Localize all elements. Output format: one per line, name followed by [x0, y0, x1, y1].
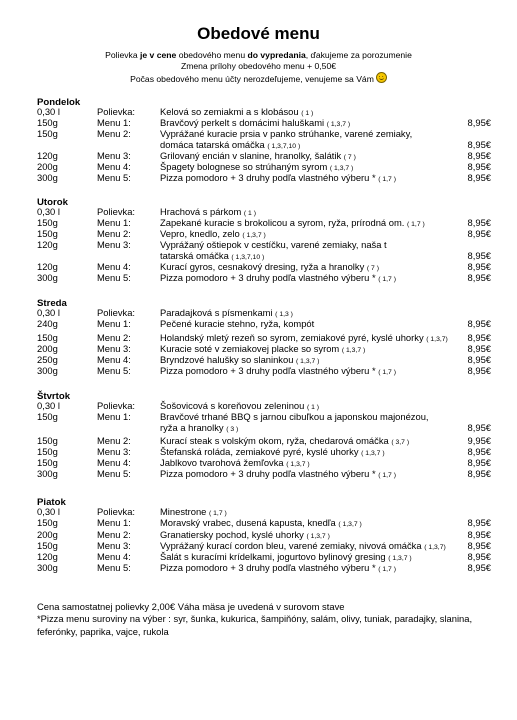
item-course: Polievka: [97, 506, 136, 517]
item-dish: Holandský mletý rezeň so syrom, zemiakové pyré, kyslé uhorky [160, 332, 424, 343]
item-weight: 0,30 l [37, 206, 60, 217]
intro-text-bold-1: je v cene [140, 50, 177, 60]
item-course: Menu 3: [97, 343, 131, 354]
item-weight: 120g [37, 261, 58, 272]
item-weight: 150g [37, 128, 58, 139]
item-dish: ryža a hranolky [160, 422, 224, 433]
item-course: Menu 2: [97, 128, 131, 139]
item-dish: Pizza pomodoro + 3 druhy podľa vlastného výberu * [160, 468, 376, 479]
item-dish: tatarská omáčka [160, 250, 229, 261]
menu-row [0, 332, 517, 343]
item-price: 9,95€ [467, 435, 491, 446]
menu-title: Obedové menu [197, 24, 320, 43]
item-allergens: ( 1,3,7 ) [242, 232, 266, 239]
intro-text-bold-2: do vypredania [247, 50, 306, 60]
menu-row [0, 161, 517, 172]
item-description [160, 468, 396, 481]
item-price: 8,95€ [467, 457, 491, 468]
item-weight: 150g [37, 517, 58, 528]
item-weight: 0,30 l [37, 106, 60, 117]
item-dish: Kurací steak s volským okom, ryža, chedarová omáčka [160, 435, 389, 446]
item-course: Menu 4: [97, 354, 131, 365]
day-heading: Pondelok [37, 97, 81, 108]
item-weight: 0,30 l [37, 506, 60, 517]
item-course: Menu 3: [97, 446, 131, 457]
item-description [160, 422, 238, 435]
item-allergens: ( 1,3,7 ) [329, 165, 354, 172]
item-allergens: ( 1,3,7) [424, 544, 446, 551]
item-price: 8,95€ [467, 562, 491, 573]
item-weight: 150g [37, 540, 58, 551]
item-allergens: ( 1,3,7 ) [286, 461, 310, 468]
item-allergens: ( 1,3,7 ) [388, 555, 412, 562]
item-dish: Vyprážaný oštiepok v cestíčku, varené zemiaky, naša t [160, 239, 387, 250]
item-course: Menu 5: [97, 272, 131, 283]
item-price: 8,95€ [467, 551, 491, 562]
item-price: 8,95€ [467, 517, 491, 528]
item-price: 8,95€ [467, 468, 491, 479]
item-weight: 120g [37, 150, 58, 161]
menu-row [0, 468, 517, 479]
item-course: Menu 1: [97, 117, 131, 128]
item-allergens: ( 3 ) [226, 426, 239, 433]
item-dish: Paradajková s písmenkami [160, 307, 273, 318]
item-weight: 150g [37, 228, 58, 239]
menu-row [0, 318, 517, 329]
item-dish: Pizza pomodoro + 3 druhy podľa vlastného výberu * [160, 272, 376, 283]
item-dish: Minestrone [160, 506, 207, 517]
intro-text-pre: Polievka [105, 50, 140, 60]
menu-row [0, 540, 517, 551]
item-allergens: ( 7 ) [343, 154, 356, 161]
item-dish: Moravský vrabec, dusená kapusta, knedľa [160, 517, 336, 528]
item-dish: Hrachová s párkom [160, 206, 242, 217]
item-weight: 150g [37, 117, 58, 128]
item-weight: 300g [37, 365, 58, 376]
menu-row [0, 139, 517, 150]
day-heading: Štvrtok [37, 391, 71, 402]
item-price: 8,95€ [467, 228, 491, 239]
intro-text-mid: obedového menu [176, 50, 248, 60]
item-weight: 150g [37, 446, 58, 457]
item-description [160, 272, 396, 285]
item-dish: Vyprážaný kurací cordon bleu, varené zemiaky, nivová omáčka [160, 540, 422, 551]
item-price: 8,95€ [467, 117, 491, 128]
item-weight: 200g [37, 343, 58, 354]
menu-row [0, 239, 517, 250]
intro-line-1 [0, 50, 517, 61]
item-weight: 240g [37, 318, 58, 329]
item-dish: Bravčové trhané BBQ s jarnou cibuľkou a japonskou majonézou, [160, 411, 429, 422]
item-dish: Štefanská roláda, zemiakové pyré, kyslé uhorky [160, 446, 359, 457]
item-course: Menu 3: [97, 150, 131, 161]
item-dish: Pečené kuracie stehno, ryža, kompót [160, 318, 315, 329]
item-price: 8,95€ [467, 172, 491, 183]
menu-row [0, 435, 517, 446]
item-price: 8,95€ [467, 540, 491, 551]
menu-row [0, 206, 517, 217]
item-description [160, 318, 314, 331]
item-dish: Bryndzové halušky so slaninkou [160, 354, 294, 365]
item-course: Menu 1: [97, 517, 131, 528]
item-course: Polievka: [97, 400, 136, 411]
item-dish: Vepro, knedlo, zelo [160, 228, 240, 239]
item-dish: Šalát s kuracími krídelkami, jogurtovo bylinový gresing [160, 551, 386, 562]
item-dish: Pizza pomodoro + 3 druhy podľa vlastného výberu * [160, 562, 376, 573]
item-weight: 150g [37, 435, 58, 446]
item-course: Menu 2: [97, 228, 131, 239]
item-allergens: ( 1,3,7) [426, 336, 448, 343]
item-weight: 150g [37, 217, 58, 228]
item-weight: 300g [37, 562, 58, 573]
item-course: Menu 2: [97, 529, 131, 540]
item-allergens: ( 1,3,7 ) [296, 358, 320, 365]
item-weight: 300g [37, 172, 58, 183]
item-price: 8,95€ [467, 446, 491, 457]
menu-row [0, 343, 517, 354]
item-course: Menu 4: [97, 457, 131, 468]
item-description [160, 172, 396, 185]
item-price: 8,95€ [467, 139, 491, 150]
menu-row [0, 551, 517, 562]
menu-row [0, 250, 517, 261]
item-dish: Zapekané kuracie s brokolicou a syrom, ryža, prírodná om. [160, 217, 405, 228]
item-allergens: ( 1,7 ) [407, 221, 425, 228]
item-course: Polievka: [97, 106, 136, 117]
item-price: 8,95€ [467, 217, 491, 228]
item-dish: Kuracie soté v zemiakovej placke so syrom [160, 343, 340, 354]
item-course: Menu 5: [97, 172, 131, 183]
item-allergens: ( 1,7 ) [209, 510, 227, 517]
item-course: Menu 5: [97, 562, 131, 573]
item-weight: 150g [37, 411, 58, 422]
item-allergens: ( 1,3,7 ) [361, 450, 385, 457]
item-weight: 300g [37, 468, 58, 479]
item-weight: 250g [37, 354, 58, 365]
menu-row [0, 150, 517, 161]
item-allergens: ( 1,3 ) [275, 311, 293, 318]
menu-row [0, 411, 517, 422]
item-dish: Pizza pomodoro + 3 druhy podľa vlastného výberu * [160, 172, 376, 183]
item-allergens: ( 1,7 ) [378, 176, 396, 183]
footer-note-2: *Pizza menu suroviny na výber : syr, šunka, kukurica, šampiňóny, salám, olivy, tuniak, paradajky, slanina, feferónky, paprika, vajce, rukola [37, 613, 473, 637]
item-allergens: ( 1,7 ) [378, 369, 396, 376]
item-description [160, 365, 396, 378]
menu-row [0, 128, 517, 139]
menu-row [0, 354, 517, 365]
item-allergens: ( 1,3,7 ) [341, 347, 366, 354]
item-course: Menu 3: [97, 239, 131, 250]
item-allergens: ( 1 ) [301, 110, 314, 117]
item-weight: 300g [37, 272, 58, 283]
item-price: 8,95€ [467, 354, 491, 365]
item-allergens: ( 1,7 ) [378, 472, 396, 479]
item-course: Menu 4: [97, 551, 131, 562]
item-price: 8,95€ [467, 261, 491, 272]
item-dish: Grilovaný encián v slanine, hranolky, šalátik [160, 150, 342, 161]
item-allergens: ( 7 ) [366, 265, 379, 272]
item-allergens: ( 1,7 ) [378, 566, 396, 573]
menu-row [0, 446, 517, 457]
item-dish: Vyprážané kuracie prsia v panko strúhanke, varené zemiaky, [160, 128, 413, 139]
item-weight: 200g [37, 161, 58, 172]
item-weight: 120g [37, 239, 58, 250]
menu-row [0, 562, 517, 573]
item-allergens: ( 1,3,7,10 ) [231, 254, 265, 261]
item-course: Menu 5: [97, 468, 131, 479]
menu-row [0, 422, 517, 433]
item-allergens: ( 1 ) [243, 210, 256, 217]
footer-note-1: Cena samostatnej polievky 2,00€ Váha mäsa je uvedená v surovom stave [37, 601, 345, 612]
intro-line-2: Zmena prílohy obedového menu + 0,50€ [180, 61, 337, 71]
item-course: Menu 1: [97, 411, 131, 422]
item-dish: domáca tatarská omáčka [160, 139, 265, 150]
item-course: Menu 5: [97, 365, 131, 376]
item-course: Menu 3: [97, 540, 131, 551]
menu-row [0, 261, 517, 272]
item-allergens: ( 3,7 ) [391, 439, 410, 446]
menu-row [0, 172, 517, 183]
item-price: 8,95€ [467, 250, 491, 261]
item-dish: Kurací gyros, cesnakový dresing, ryža a hranolky [160, 261, 365, 272]
intro-line-3-text: Počas obedového menu účty nerozdeľujeme, venujeme sa Vám [130, 74, 374, 84]
item-dish: Bravčový perkelt s domácimi haluškami [160, 117, 325, 128]
item-allergens: ( 1,3,7 ) [338, 521, 362, 528]
item-weight: 150g [37, 457, 58, 468]
item-course: Polievka: [97, 307, 136, 318]
item-dish: Šošovicová s koreňovou zeleninou [160, 400, 305, 411]
item-price: 8,95€ [467, 161, 491, 172]
item-allergens: ( 1,3,7 ) [326, 121, 351, 128]
item-allergens: ( 1,7 ) [378, 276, 396, 283]
day-heading: Piatok [37, 497, 66, 508]
item-weight: 0,30 l [37, 400, 60, 411]
item-allergens: ( 1,3,7 ) [306, 533, 330, 540]
menu-row [0, 517, 517, 528]
menu-row [0, 228, 517, 239]
menu-row [0, 217, 517, 228]
menu-row [0, 106, 517, 117]
intro-text-post: , ďakujeme za porozumenie [305, 50, 412, 60]
menu-row [0, 365, 517, 376]
item-course: Menu 1: [97, 217, 131, 228]
item-price: 8,95€ [467, 332, 491, 343]
item-weight: 150g [37, 332, 58, 343]
item-course: Menu 2: [97, 332, 131, 343]
item-price: 8,95€ [467, 365, 491, 376]
item-course: Menu 4: [97, 161, 131, 172]
item-price: 8,95€ [467, 272, 491, 283]
item-weight: 120g [37, 551, 58, 562]
smiley-face-icon [376, 72, 387, 83]
item-dish: Kelová so zemiakmi a s klobásou [160, 106, 299, 117]
item-allergens: ( 1,3,7,10 ) [267, 143, 301, 150]
intro-line-3 [0, 72, 517, 85]
item-price: 8,95€ [467, 150, 491, 161]
menu-row [0, 117, 517, 128]
menu-row [0, 506, 517, 517]
item-course: Menu 4: [97, 261, 131, 272]
item-description [160, 562, 396, 575]
menu-row [0, 400, 517, 411]
item-price: 8,95€ [467, 343, 491, 354]
item-weight: 200g [37, 529, 58, 540]
item-dish: Jablkovo tvarohová žemľovka [160, 457, 284, 468]
day-heading: Streda [37, 298, 67, 309]
item-course: Polievka: [97, 206, 136, 217]
menu-row [0, 457, 517, 468]
menu-row [0, 529, 517, 540]
item-course: Menu 2: [97, 435, 131, 446]
menu-row [0, 307, 517, 318]
menu-row [0, 272, 517, 283]
item-price: 8,95€ [467, 318, 491, 329]
item-price: 8,95€ [467, 529, 491, 540]
day-heading: Utorok [37, 197, 68, 208]
item-allergens: ( 1 ) [306, 404, 320, 411]
item-dish: Pizza pomodoro + 3 druhy podľa vlastného výberu * [160, 365, 376, 376]
item-weight: 0,30 l [37, 307, 60, 318]
item-dish: Špagety bolognese so strúhaným syrom [160, 161, 328, 172]
item-price: 8,95€ [467, 422, 491, 433]
item-dish: Granatiersky pochod, kyslé uhorky [160, 529, 304, 540]
item-course: Menu 1: [97, 318, 131, 329]
